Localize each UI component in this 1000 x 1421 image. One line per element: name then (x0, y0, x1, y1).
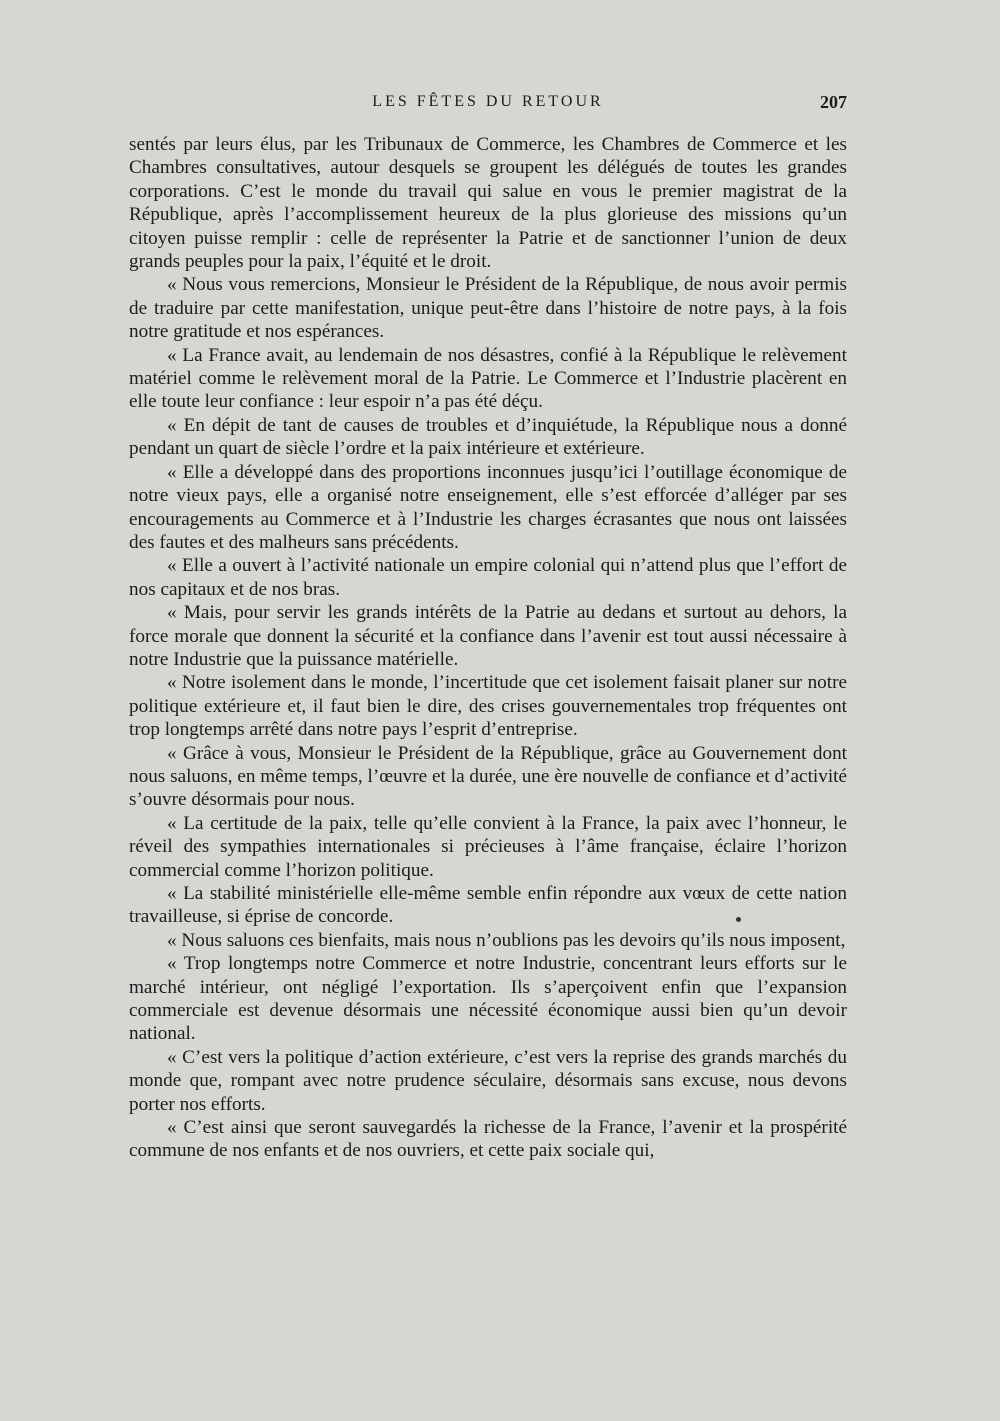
paragraph: « La certitude de la paix, telle qu’elle convient à la France, la paix avec l’honneur, le réveil des sympathies internationales si précieuses à l’âme française, éclaire l’horizon commercial comme l’horizon politique. (129, 812, 847, 881)
paragraph: « Nous vous remercions, Monsieur le Président de la République, de nous avoir permis de traduire par cette manifestation, unique peut-être dans l’histoire de notre pays, à la fois notre gratitude et nos espérances. (129, 274, 847, 343)
paragraph: « C’est vers la politique d’action extérieure, c’est vers la reprise des grands marchés du monde que, rompant avec notre prudence séculaire, désormais sans excuse, nous devons porter nos efforts. (129, 1046, 847, 1115)
paragraph: « La stabilité ministérielle elle-même semble enfin répondre aux vœux de cette nation travailleuse, si éprise de concorde. (129, 883, 847, 928)
body-text (129, 133, 847, 1163)
ink-speck (736, 917, 741, 922)
paragraph: « Elle a ouvert à l’activité nationale un empire colonial qui n’attend plus que l’effort de nos capitaux et de nos bras. (129, 555, 847, 600)
running-title: LES FÊTES DU RETOUR (372, 93, 604, 110)
paragraph: « La France avait, au lendemain de nos désastres, confié à la République le relèvement matériel comme le relèvement moral de la Patrie. Le Commerce et l’Industrie placèrent en elle toute leur confiance : leur espoir n’a pas été déçu. (129, 344, 847, 413)
page-number: 207 (820, 92, 847, 112)
paragraph: « Grâce à vous, Monsieur le Président de la République, grâce au Gouvernement dont nous saluons, en même temps, l’œuvre et la durée, une ère nouvelle de confiance et d’activité s’ouvre désormais pour nous. (129, 742, 847, 811)
paragraph: « C’est ainsi que seront sauvegardés la richesse de la France, l’avenir et la prospérité commune de nos enfants et de nos ouvriers, et cette paix sociale qui, (129, 1117, 847, 1162)
paragraph: « Trop longtemps notre Commerce et notre Industrie, concentrant leurs efforts sur le marché intérieur, ont négligé l’exportation. Ils s’aperçoivent enfin que l’expansion commerciale est devenue désormais une nécessité économique aussi bien qu’un devoir national. (129, 953, 847, 1045)
paragraph: « Nous saluons ces bienfaits, mais nous n’oublions pas les devoirs qu’ils nous imposent, (167, 929, 846, 951)
paragraph: « Elle a développé dans des proportions inconnues jusqu’ici l’outillage économique de notre vieux pays, elle a organisé notre enseignement, elle s’est efforcée d’alléger par ses encouragements au Commerce et à l’Industrie les charges écrasantes que nous ont laissées des fautes et des malheurs sans précédents. (129, 461, 847, 553)
paragraph-continued: sentés par leurs élus, par les Tribunaux de Commerce, les Chambres de Commerce et les Chambres consultatives, autour desquels se groupent les délégués de toutes les grandes corporations. C’est le monde du travail qui salue en vous le premier magistrat de la République, après l’accomplissement heureux de la plus glorieuse des missions qu’un citoyen puisse remplir : celle de représenter la Patrie et de sanctionner l’union de deux grands peuples pour la paix, l’équité et le droit. (129, 134, 847, 273)
paragraph: « En dépit de tant de causes de troubles et d’inquiétude, la République nous a donné pendant un quart de siècle l’ordre et la paix intérieure et extérieure. (129, 414, 847, 460)
paragraph: « Notre isolement dans le monde, l’incertitude que cet isolement faisait planer sur notre politique extérieure et, il faut bien le dire, des crises gouvernementales trop fréquentes ont trop longtemps arrêté dans notre pays l’esprit d’entreprise. (129, 672, 847, 741)
paragraph: « Mais, pour servir les grands intérêts de la Patrie au dedans et surtout au dehors, la force morale que donnent la sécurité et la confiance dans l’avenir est tout aussi nécessaire à notre Industrie que la puissance matérielle. (129, 602, 847, 670)
running-head (129, 92, 847, 116)
